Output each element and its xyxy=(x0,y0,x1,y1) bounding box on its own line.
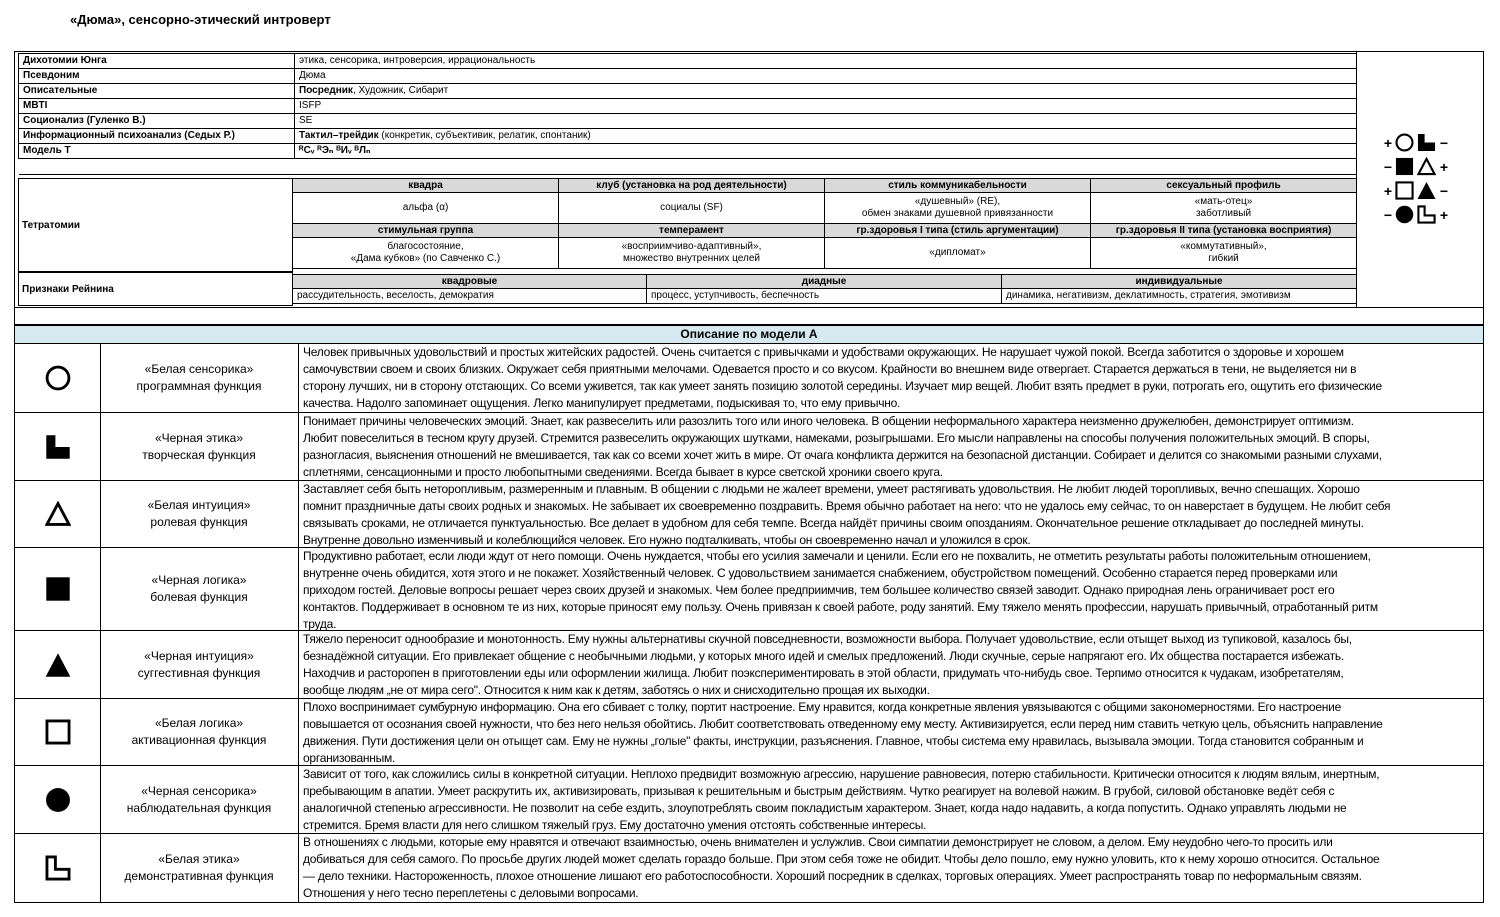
tetra-value-row xyxy=(293,238,1357,269)
function-text xyxy=(303,548,1477,633)
tetra-value xyxy=(293,193,559,224)
function-name xyxy=(100,631,299,698)
function-role: суггестивная функция xyxy=(137,665,261,680)
white-square-icon xyxy=(45,719,71,745)
function-text-line: сплетнями, сенсационными и просто любопытными сведениями. Всегда бывает в курсе светской хроники своего круга. xyxy=(303,465,943,479)
model-sign-icon xyxy=(1417,205,1437,225)
model-sign-icon xyxy=(1417,181,1437,201)
info-row xyxy=(19,54,1357,69)
tetra-value xyxy=(559,238,825,269)
model-sign-icon xyxy=(1395,205,1415,225)
function-row xyxy=(14,834,1484,903)
tetra-header-row xyxy=(293,179,1357,193)
function-symbol xyxy=(15,766,101,833)
tetra-header: сексуальный профиль xyxy=(1091,179,1357,193)
function-text-line: Понимает причины человеческих эмоций. Знает, как развеселить или разозлить того или иного человека. В общении неформального характера неизменно дружелюбен, демонстрирует оптимизм. xyxy=(303,414,1354,428)
function-text-line: Зависит от того, как сложились силы в конкретной ситуации. Неплохо предвидит возможную агрессию, нарушение равновесия, потерю стабильности. Критически относится к людям вялым, инертным, xyxy=(303,767,1380,781)
white-circle-shape xyxy=(1397,135,1413,151)
function-text-line: Тяжело переносит однообразие и монотонность. Ему нужны альтернативы скучной повседневности, возможности выбора. Получает удовольствие, если отыщет выход из тупиковой, казалось бы, xyxy=(303,632,1352,646)
model-signs-row xyxy=(1382,131,1462,155)
function-text-line: контактов. Поддерживает в основном те из них, которые приносят ему пользу. Очень привязан к своей работе, роду занятий. Ему тяжело менять профессии, нарушать привычный, отработанный ритм xyxy=(303,600,1378,614)
info-value-text: , Художник, Сибарит xyxy=(352,85,449,96)
blank-cell xyxy=(19,159,1357,175)
tetra-header: клуб (установка на род деятельности) xyxy=(559,179,825,193)
function-text-line: пребывающим в апатии. Умеет раскрутить их, активизировать, призывая к решительным и быстрым действиям. Чутко реагирует на волевой нажим. В грубой, силовой обстановке ведёт себя с xyxy=(303,784,1335,798)
function-symbol xyxy=(15,481,101,547)
tetra-header-row xyxy=(293,224,1357,238)
function-text-line: связывать сроками, не отличается пунктуальностью. Все делает в удобном для себя темпе. Всегда найдёт причины своим опозданиям. Окончательное решение откладывает до последней минуты. xyxy=(303,516,1364,530)
reinin-value: процесс, уступчивость, беспечность xyxy=(647,289,1002,304)
function-role: ролевая функция xyxy=(150,515,248,529)
tetra-value-line: «Дама кубков» (по Савченко С.) xyxy=(350,253,501,264)
function-row xyxy=(14,481,1484,548)
function-name xyxy=(100,699,299,765)
reinin-value: рассудительность, веселость, демократия xyxy=(293,289,647,304)
reinin-header: индивидуальные xyxy=(1002,275,1357,289)
function-role: демонстративная функция xyxy=(124,869,274,883)
function-text-line: самочувствии своем и своих близких. Окружает себя приятными мелочами. Одевается просто и со вкусом. Крайности во внешнем виде отвергает. Старается держаться в тени, не выделяется ни в xyxy=(303,362,1357,376)
tetra-value xyxy=(1091,238,1357,269)
info-value-bold: Тактил–трейдик xyxy=(299,130,379,141)
function-text-line: Отношения у него тесно переплетены с деловыми вопросами. xyxy=(303,886,639,900)
function-row xyxy=(14,699,1484,766)
model-sign-icon xyxy=(1395,181,1415,201)
info-value-text: ᴿСᵥ ᴿЭₙ ᴮИᵥ ᴮЛₙ xyxy=(299,145,371,156)
model-sign: + xyxy=(1383,183,1393,199)
function-name xyxy=(100,481,299,547)
function-role: программная функция xyxy=(136,379,262,393)
info-value xyxy=(295,84,1357,99)
function-text-line: — дело техники. Настороженность, плохое отношение лишают его работоспособности. Хороший посредник в сделках, торговых операциях. Умеет распространять товар по неформальным связям. xyxy=(303,869,1362,883)
black-circle-icon xyxy=(45,787,71,813)
white-triangle-icon xyxy=(1417,157,1436,176)
model-signs-row xyxy=(1382,203,1462,227)
model-sign: + xyxy=(1439,207,1449,223)
reinin-table xyxy=(292,274,1357,304)
white-triangle-icon xyxy=(45,501,71,527)
info-row xyxy=(19,144,1357,159)
function-text-line: разногласия, выяснения отношений не вмешивается, так как со всеми хочет жить в мире. От очага конфликта держится на безопасной дистанции. Собирает и делится со знакомыми разными слухами, xyxy=(303,448,1382,462)
info-value-text: SE xyxy=(299,115,313,126)
function-title: «Белая интуиция» xyxy=(147,498,251,512)
function-role: активационная функция xyxy=(131,733,267,747)
function-text-line: организованным. xyxy=(303,751,396,765)
model-sign: − xyxy=(1383,159,1393,175)
info-value xyxy=(295,69,1357,84)
white-triangle-shape xyxy=(1418,159,1434,174)
black-l-icon xyxy=(1417,133,1436,152)
info-row xyxy=(19,99,1357,114)
black-square-icon xyxy=(45,576,71,602)
function-title: «Белая логика» xyxy=(154,716,244,730)
black-triangle-shape xyxy=(1417,182,1435,199)
white-square-shape xyxy=(46,721,68,743)
info-label: MBTI xyxy=(19,99,295,114)
white-circle-icon xyxy=(1395,133,1414,152)
info-blank-row xyxy=(19,159,1357,175)
info-label: Модель Т xyxy=(19,144,295,159)
description-header: Описание по модели А xyxy=(14,325,1484,344)
model-sign-icon xyxy=(1417,133,1437,153)
tetratomies-table xyxy=(292,178,1357,269)
white-l-icon xyxy=(45,855,71,881)
white-circle-shape xyxy=(47,367,69,389)
tetra-value-line: «восприимчиво-адаптивный», xyxy=(621,241,762,252)
white-l-shape xyxy=(1418,206,1434,222)
tetra-value-line: «душевный» (RE), xyxy=(914,196,1001,207)
function-symbol xyxy=(15,548,101,630)
function-text-line: Плохо воспринимает сумбурную информацию. Она его сбивает с толку, портит настроение. Ему нравится, когда конкретные явления увязываются с общими закономерностями. Его настроение xyxy=(303,700,1342,714)
black-circle-icon xyxy=(1395,205,1414,224)
info-label: Соционализ (Гуленко В.) xyxy=(19,114,295,129)
function-text-line: добиваться для себя самого. По просьбе других людей может сделать гораздо больше. При этом себя тоже не обидит. Чтобы дело пошло, ему нужно уловить, кто к нему хорошо относится. Остальное xyxy=(303,852,1380,866)
info-row xyxy=(19,69,1357,84)
reinin-label: Признаки Рейнина xyxy=(22,284,114,295)
function-text-line: сторону лучших, ни в сторону отстающих. Со всеми уживется, так как умеет занять позицию золотой середины. Изучает мир вещей. Любит взять предмет в руки, потрогать его, ощутить его физические xyxy=(303,379,1382,393)
model-sign-icon xyxy=(1395,133,1415,153)
info-row xyxy=(19,84,1357,99)
function-text-line: качества. Надолго запоминает ощущения. Легко манипулирует предметами, подыскивая то, что ему привычно. xyxy=(303,396,901,410)
function-row xyxy=(14,631,1484,699)
function-text xyxy=(303,413,1477,481)
info-value-bold: Посредник xyxy=(299,85,353,96)
function-title: «Черная логика» xyxy=(151,573,247,587)
function-title: «Белая сенсорика» xyxy=(144,362,254,376)
function-title: «Черная сенсорика» xyxy=(141,783,257,798)
function-text-line: повышается от осознания своей нужности, что без него нельзя обойтись. Любит соответствовать отведенному ему месту. Активизируется, если перед ним ставить четкую цель, объяснить направление xyxy=(303,717,1383,731)
info-label: Информационный психоанализ (Седых Р.) xyxy=(19,129,295,144)
function-symbol xyxy=(15,413,101,480)
tetra-header: квадра xyxy=(293,179,559,193)
tetra-value xyxy=(559,193,825,224)
reinin-header-row xyxy=(293,275,1357,289)
model-sign: − xyxy=(1439,135,1449,151)
tetra-value-line: обмен знаками душевной привязанности xyxy=(861,208,1054,219)
function-text xyxy=(303,481,1477,549)
black-l-shape xyxy=(46,435,69,458)
model-signs xyxy=(1382,131,1462,227)
info-row xyxy=(19,114,1357,129)
function-text-line: Человек привычных удовольствий и простых житейских радостей. Очень считается с привычками и удобствами окружающих. Не нарушает чужой покой. Всегда заботится о здоровье и хорошем xyxy=(303,345,1344,359)
function-name xyxy=(100,413,299,480)
function-text-line: стремится. Бремя власти для него слишком тяжелый груз. Ему достаточно умения отстоять собственные интересы. xyxy=(303,818,927,832)
function-text-line: В отношениях с людьми, которые ему нравятся и отвечают взаимностью, очень внимателен и услужлив. Свои симпатии демонстрирует не словом, а делом. Ему неудобно чего-то просить или xyxy=(303,835,1333,849)
tetra-value-line: «дипломат» xyxy=(929,247,986,258)
function-row xyxy=(14,344,1484,413)
info-value xyxy=(295,99,1357,114)
function-text xyxy=(303,344,1477,412)
function-title: «Черная интуиция» xyxy=(144,648,254,663)
function-text-line: Находчив и расторопен в приготовлении еды или оформлении жилища. Любит поэкспериментировать в этой области, придумать что-нибудь свое. Терпимо относится к чудакам, изобретателям, xyxy=(303,666,1344,680)
function-name xyxy=(100,344,299,412)
tetra-value-line: «коммутативный», xyxy=(1180,241,1267,252)
function-title: «Черная этика» xyxy=(154,430,244,445)
tetra-value-line: социалы (SF) xyxy=(660,202,723,213)
function-text-line: помнит праздничные даты своих родных и знакомых. Не забывает их своевременно поздравить. Время обычно работает на него: что не удалось ему сейчас, то он наверстает в будущем. Не любит себя xyxy=(303,499,1391,513)
function-name xyxy=(100,834,299,902)
function-text-line: движения. Пути достижения цели он отыщет сам. Ему не нужны „голые" факты, инструкции, разъяснения. Главное, чтобы система ему нравилась, вызывала эмоции. Тогда становится собранным и xyxy=(303,734,1364,748)
model-signs-row xyxy=(1382,179,1462,203)
tetra-value-row xyxy=(293,193,1357,224)
function-text-line: вообще людям „не от мира сего". Относится к ним как к детям, заботясь о них и снисходительно прощая их выходки. xyxy=(303,683,930,697)
white-circle-icon xyxy=(45,365,71,391)
black-l-icon xyxy=(45,434,71,460)
function-role: наблюдательная функция xyxy=(126,800,272,815)
tetra-value xyxy=(825,193,1091,224)
function-name xyxy=(100,548,299,630)
tetra-header: гр.здоровья II типа (установка восприятия) xyxy=(1091,224,1357,238)
function-text xyxy=(303,766,1477,834)
function-role: творческая функция xyxy=(142,447,256,462)
function-text xyxy=(303,631,1477,699)
info-label: Дихотомии Юнга xyxy=(19,54,295,69)
function-text xyxy=(303,699,1477,767)
info-table xyxy=(18,53,1357,175)
tetra-value xyxy=(825,238,1091,269)
model-sign: + xyxy=(1439,159,1449,175)
model-sign-icon xyxy=(1417,157,1437,177)
tetra-header: стимульная группа xyxy=(293,224,559,238)
white-l-icon xyxy=(1417,205,1436,224)
info-label: Описательные xyxy=(19,84,295,99)
tetra-value-line: гибкий xyxy=(1208,253,1239,264)
reinin-header: диадные xyxy=(647,275,1002,289)
function-text-line: приходом гостей. Деловые вопросы решает через своих друзей и знакомых. Чем более предприимчив, тем большее количество связей заводит. Однако природная лень ограничивает рост его xyxy=(303,583,1335,597)
model-sign: + xyxy=(1383,135,1393,151)
function-symbol xyxy=(15,834,101,902)
white-l-shape xyxy=(46,857,68,879)
info-value xyxy=(295,129,1357,144)
info-value-text: ISFP xyxy=(299,100,322,111)
black-triangle-icon xyxy=(45,652,71,678)
function-name xyxy=(100,766,299,833)
page-title: «Дюма», сенсорно-этический интроверт xyxy=(70,12,331,27)
function-symbol xyxy=(15,631,101,698)
info-row xyxy=(19,129,1357,144)
info-value xyxy=(295,144,1357,159)
black-square-shape xyxy=(46,577,69,600)
function-text-line: безнадёжной ситуации. Его привлекает общение с необычными людьми, у которых много идей и смелых предложений. Люди скучные, серые напрягают его. Их общества постарается избежать. xyxy=(303,649,1344,663)
info-value xyxy=(295,54,1357,69)
function-row xyxy=(14,766,1484,834)
tetra-header: темперамент xyxy=(559,224,825,238)
black-square-icon xyxy=(1395,157,1414,176)
tetra-header: гр.здоровья I типа (стиль аргументации) xyxy=(825,224,1091,238)
tetra-header: стиль коммуникабельности xyxy=(825,179,1091,193)
info-value-text: Дюма xyxy=(299,70,326,81)
function-title: «Белая этика» xyxy=(158,852,240,866)
function-role: болевая функция xyxy=(150,590,248,604)
reinin-header: квадровые xyxy=(293,275,647,289)
tetratomies-label: Тетратомии xyxy=(22,220,81,231)
info-value xyxy=(295,114,1357,129)
function-text-line: Заставляет себя быть неторопливым, размеренным и плавным. В общении с людьми не жалеет времени, умеет растягивать удовольствия. Не любит людей торопливых, вечно спешащих. Хорошо xyxy=(303,482,1360,496)
tetra-value xyxy=(1091,193,1357,224)
white-square-shape xyxy=(1396,182,1412,198)
black-circle-shape xyxy=(46,788,70,812)
function-text xyxy=(303,834,1477,902)
model-sign: − xyxy=(1439,183,1449,199)
model-signs-row xyxy=(1382,155,1462,179)
reinin-value-row xyxy=(293,289,1357,304)
function-text-line: внутренне очень обидится, хотя этого и не покажет. Хозяйственный человек. С удовольствием занимается снабжением, обустройством помещений. Особенно старается перед проверками или xyxy=(303,566,1338,580)
model-sign: − xyxy=(1383,207,1393,223)
info-value-text: этика, сенсорика, интроверсия, иррациональность xyxy=(299,55,536,66)
tetra-value-line: «мать-отец» xyxy=(1194,196,1253,207)
function-symbol xyxy=(15,344,101,412)
white-triangle-shape xyxy=(46,504,68,525)
info-label: Псевдоним xyxy=(19,69,295,84)
model-sign-icon xyxy=(1395,157,1415,177)
black-triangle-shape xyxy=(45,653,70,676)
info-value-text: (конкретик, субъективик, релатик, спонтаник) xyxy=(378,130,591,141)
function-text-line: Продуктивно работает, если люди ждут от него помощи. Очень нуждается, чтобы его усилия замечали и ценили. Если его не похвалить, не отметить результаты работы положительным отношением, xyxy=(303,549,1371,563)
function-text-line: Внутренне довольно изменчивый и колеблющийся человек. Его нужно подталкивать, чтобы он своевременно начал и уложился в срок. xyxy=(303,533,1031,547)
tetra-value-line: заботливый xyxy=(1195,208,1252,219)
tetra-value-line: множество внутренних целей xyxy=(623,253,760,264)
black-circle-shape xyxy=(1396,206,1413,223)
function-text-line: аналогичной степенью агрессивности. Не позволит на себе ездить, злоупотреблять своим покладистым характером. Знает, когда надо надавить, а когда попустить. Однако управлять людьми не xyxy=(303,801,1347,815)
function-symbol xyxy=(15,699,101,765)
reinin-value: динамика, негативизм, деклатимность, стратегия, эмотивизм xyxy=(1002,289,1357,304)
function-row xyxy=(14,413,1484,481)
tetra-value-line: альфа (α) xyxy=(402,202,449,213)
function-text-line: труда. xyxy=(303,617,337,631)
black-l-shape xyxy=(1418,134,1435,151)
black-square-shape xyxy=(1396,158,1413,175)
function-row xyxy=(14,548,1484,631)
tetra-value-line: благосостояние, xyxy=(387,241,464,252)
tetra-value xyxy=(293,238,559,269)
black-triangle-icon xyxy=(1417,181,1436,200)
function-text-line: Любит повеселиться в тесном кругу друзей. Стремится развеселить окружающих шутками, намеками, розыгрышами. Его мысли направлены на способы получения положительных эмоций. В споры, xyxy=(303,431,1370,445)
header-frame-bottom xyxy=(14,307,1484,325)
white-square-icon xyxy=(1395,181,1414,200)
